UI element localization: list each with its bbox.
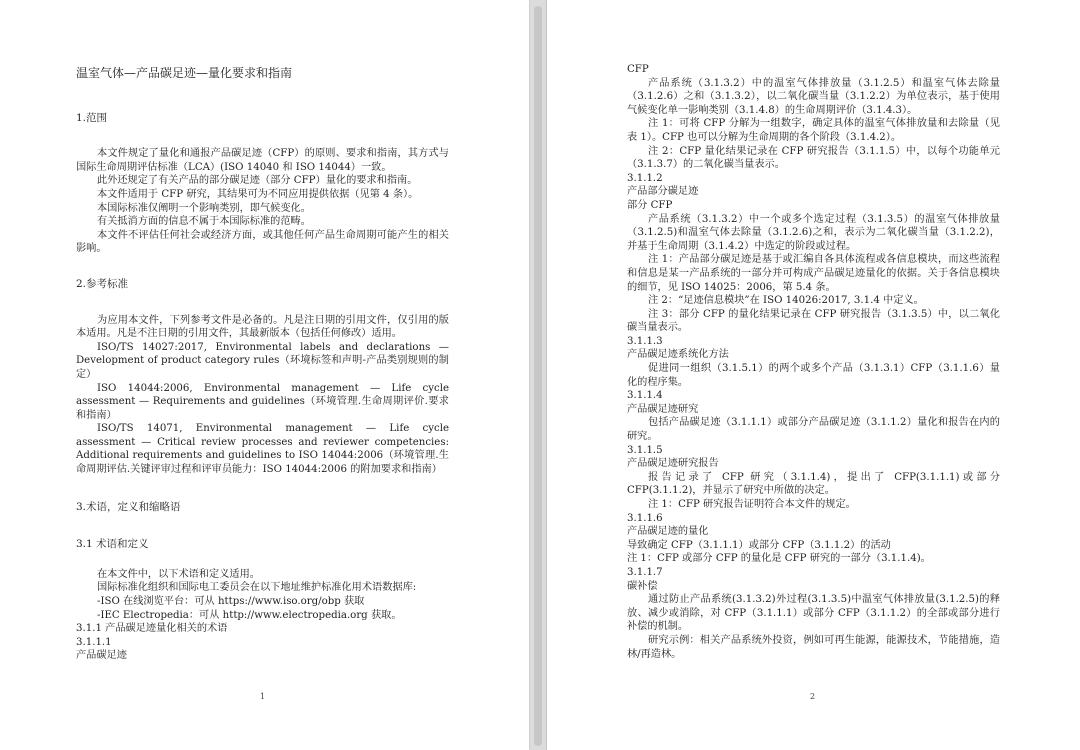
page-1-text: [76, 67, 449, 663]
paragraph: -IEC Electropedia：可从 http://www.electropedia.org 获取。: [97, 609, 402, 621]
document-title: 温室气体—产品碳足迹—量化要求和指南: [76, 66, 293, 80]
document-page-1: [0, 0, 529, 750]
paragraph: 在本文件中，以下术语和定义适用。: [97, 568, 260, 580]
paragraph: -ISO 在线浏览平台：可从 https://www.iso.org/obp 获取: [97, 596, 365, 608]
page-number: 2: [810, 692, 816, 701]
term-number: 3.1.1.6: [627, 512, 663, 524]
term-name: 产品部分碳足迹: [627, 186, 699, 198]
section-1-heading: 1.范围: [76, 111, 108, 124]
term-number: 3.1.1.1: [76, 636, 112, 648]
term-name: 产品碳足迹系统化方法: [627, 349, 729, 361]
paragraph: 有关抵消方面的信息不属于本国际标准的范畴。: [97, 216, 311, 228]
paragraph: 为应用本文件，下列参考文件是必备的。凡是注日期的引用文件，仅引用的版本适用。凡是不注日期的引用文件，其最新版本（包括任何修改）适用。: [76, 314, 449, 340]
section-3-heading: 3.术语，定义和缩略语: [76, 500, 181, 513]
term-number: 3.1.1.5: [627, 444, 663, 456]
term-definition: 产品系统（3.1.3.2）中一个或多个选定过程（3.1.3.5）的温室气体排放量（3.1.2.5)和温室气体去除量（3.1.2.6)之和，表示为二氧化碳当量（3.1.2.2)，并基于生命周期（3.1.4.2）中选定的阶段或过程。: [627, 213, 1000, 252]
term-abbreviation: 部分 CFP: [627, 199, 673, 211]
note: 注 1：产品部分碳足迹是基于或汇编自各具体流程或各信息模块，而这些流程和信息是某一产品系统的一部分并可构成产品碳足迹量化的依据。关于各信息模块的细节，见 ISO 14025：2006，第 5.4 条。: [627, 254, 1000, 293]
example: 研究示例：相关产品系统外投资，例如可再生能源，能源技术，节能措施，造林/再造林。: [627, 634, 1000, 660]
term-definition: 促进同一组织（3.1.5.1）的两个或多个产品（3.1.3.1）CFP（3.1.1.6）量化的程序集。: [627, 363, 1000, 388]
term-definition: 通过防止产品系统(3.1.3.2)外过程(3.1.3.5)中温室气体排放量(3.1.2.5)的释放、减少或消除，对 CFP（3.1.1.1）或部分 CFP（3.1.1.2）的全部或部分进行补偿的机制。: [627, 594, 1000, 633]
note: 注 3：部分 CFP 的量化结果记录在 CFP 研究报告（3.1.3.5）中，以二氧化碳当量表示。: [627, 308, 1000, 334]
document-page-2: [547, 0, 1080, 750]
term-number: 3.1.1.4: [627, 390, 663, 402]
term-name: 产品碳足迹研究报告: [627, 458, 719, 470]
note: 注 1：CFP 研究报告证明符合本文件的规定。: [648, 499, 856, 510]
term-name: 产品碳足迹的量化: [627, 526, 709, 538]
page-number: 1: [260, 692, 266, 701]
term-abbreviation: CFP: [627, 64, 649, 75]
reference-item: ISO/TS 14027:2017, Environmental labels and declarations — Development of product category rules（环境标签和声明-产品类别规则的制定）: [76, 341, 449, 380]
note: 注 1：可将 CFP 分解为一组数字，确定具体的温室气体排放量和去除量（见表 1）。CFP 也可以分解为生命周期的各个阶段（3.1.4.2）。: [627, 118, 1000, 143]
vertical-scrollbar[interactable]: [529, 0, 547, 750]
term-name: 碳补偿: [627, 580, 658, 592]
section-2-heading: 2.参考标准: [76, 277, 129, 290]
paragraph: 本文件规定了量化和通报产品碳足迹（CFP）的原则、要求和指南，其方式与国际生命周期评估标准（LCA）(ISO 14040 和 ISO 14044）一致。: [76, 148, 449, 173]
subsection-heading: 3.1.1 产品碳足迹量化相关的术语: [76, 623, 228, 635]
paragraph: 国际标准化组织和国际电工委员会在以下地址维护标准化用术语数据库:: [97, 582, 417, 594]
term-number: 3.1.1.3: [627, 335, 663, 347]
section-2-body: [76, 314, 449, 477]
term-definition: 报告记录了 CFP 研究（3.1.1.4)，提出了 CFP(3.1.1.1)或部分CFP(3.1.1.2)，并显示了研究中所做的决定。: [627, 471, 1000, 497]
reference-item: ISO/TS 14071, Environmental management — Life cycle assessment — Critical review processes and reviewer competencies: Additional requirements and guidelines to ISO 14044:2006（环境管理.生命周期评估.关键评审过程和评审员能力：ISO 14044:2006 的附加要求和指南）: [76, 423, 449, 476]
term-number: 3.1.1.7: [627, 566, 663, 578]
section-3-1-heading: 3.1 术语和定义: [76, 538, 149, 551]
paragraph: 此外还规定了有关产品的部分碳足迹（部分 CFP）量化的要求和指南。: [97, 175, 418, 187]
term-name: 产品碳足迹: [76, 650, 127, 662]
paragraph: 本文件不评估任何社会或经济方面，或其他任何产品生命周期可能产生的相关影响。: [76, 229, 449, 255]
section-3-1-body: [76, 568, 449, 622]
section-1-body: [76, 147, 449, 256]
page-2-text: [627, 63, 1000, 661]
term-name: 产品碳足迹研究: [627, 403, 699, 415]
paragraph: 本国际标准仅阐明一个影响类别，即气候变化。: [97, 202, 311, 214]
term-definition: 导致确定 CFP（3.1.1.1）或部分 CFP（3.1.1.2）的活动: [627, 539, 891, 551]
scrollbar-thumb[interactable]: [534, 6, 542, 746]
note: 注 2：“足迹信息模块”在 ISO 14026:2017, 3.1.4 中定义。: [648, 295, 924, 307]
reference-item: ISO 14044:2006, Environmental management — Life cycle assessment — Requirements and guidelines（环境管理.生命周期评价.要求和指南）: [76, 382, 449, 421]
term-definition: 产品系统（3.1.3.2）中的温室气体排放量（3.1.2.5）和温室气体去除量（3.1.2.6）之和（3.1.3.2），以二氧化碳当量（3.1.2.2）为单位表示，基于使用气候变化单一影响类别（3.1.4.8）的生命周期评价（3.1.4.3）。: [627, 77, 1000, 116]
note: 注 1：CFP 或部分 CFP 的量化是 CFP 研究的一部分（3.1.1.4)。: [627, 553, 931, 565]
term-definition: 包括产品碳足迹（3.1.1.1）或部分产品碳足迹（3.1.1.2）量化和报告在内的研究。: [627, 417, 1000, 443]
note: 注 2：CFP 量化结果记录在 CFP 研究报告（3.1.1.5）中，以每个功能单元（3.1.3.7）的二氧化碳当量表示。: [627, 145, 1000, 171]
term-number: 3.1.1.2: [627, 172, 663, 184]
paragraph: 本文件适用于 CFP 研究，其结果可为不同应用提供依据（见第 4 条）。: [97, 188, 419, 200]
